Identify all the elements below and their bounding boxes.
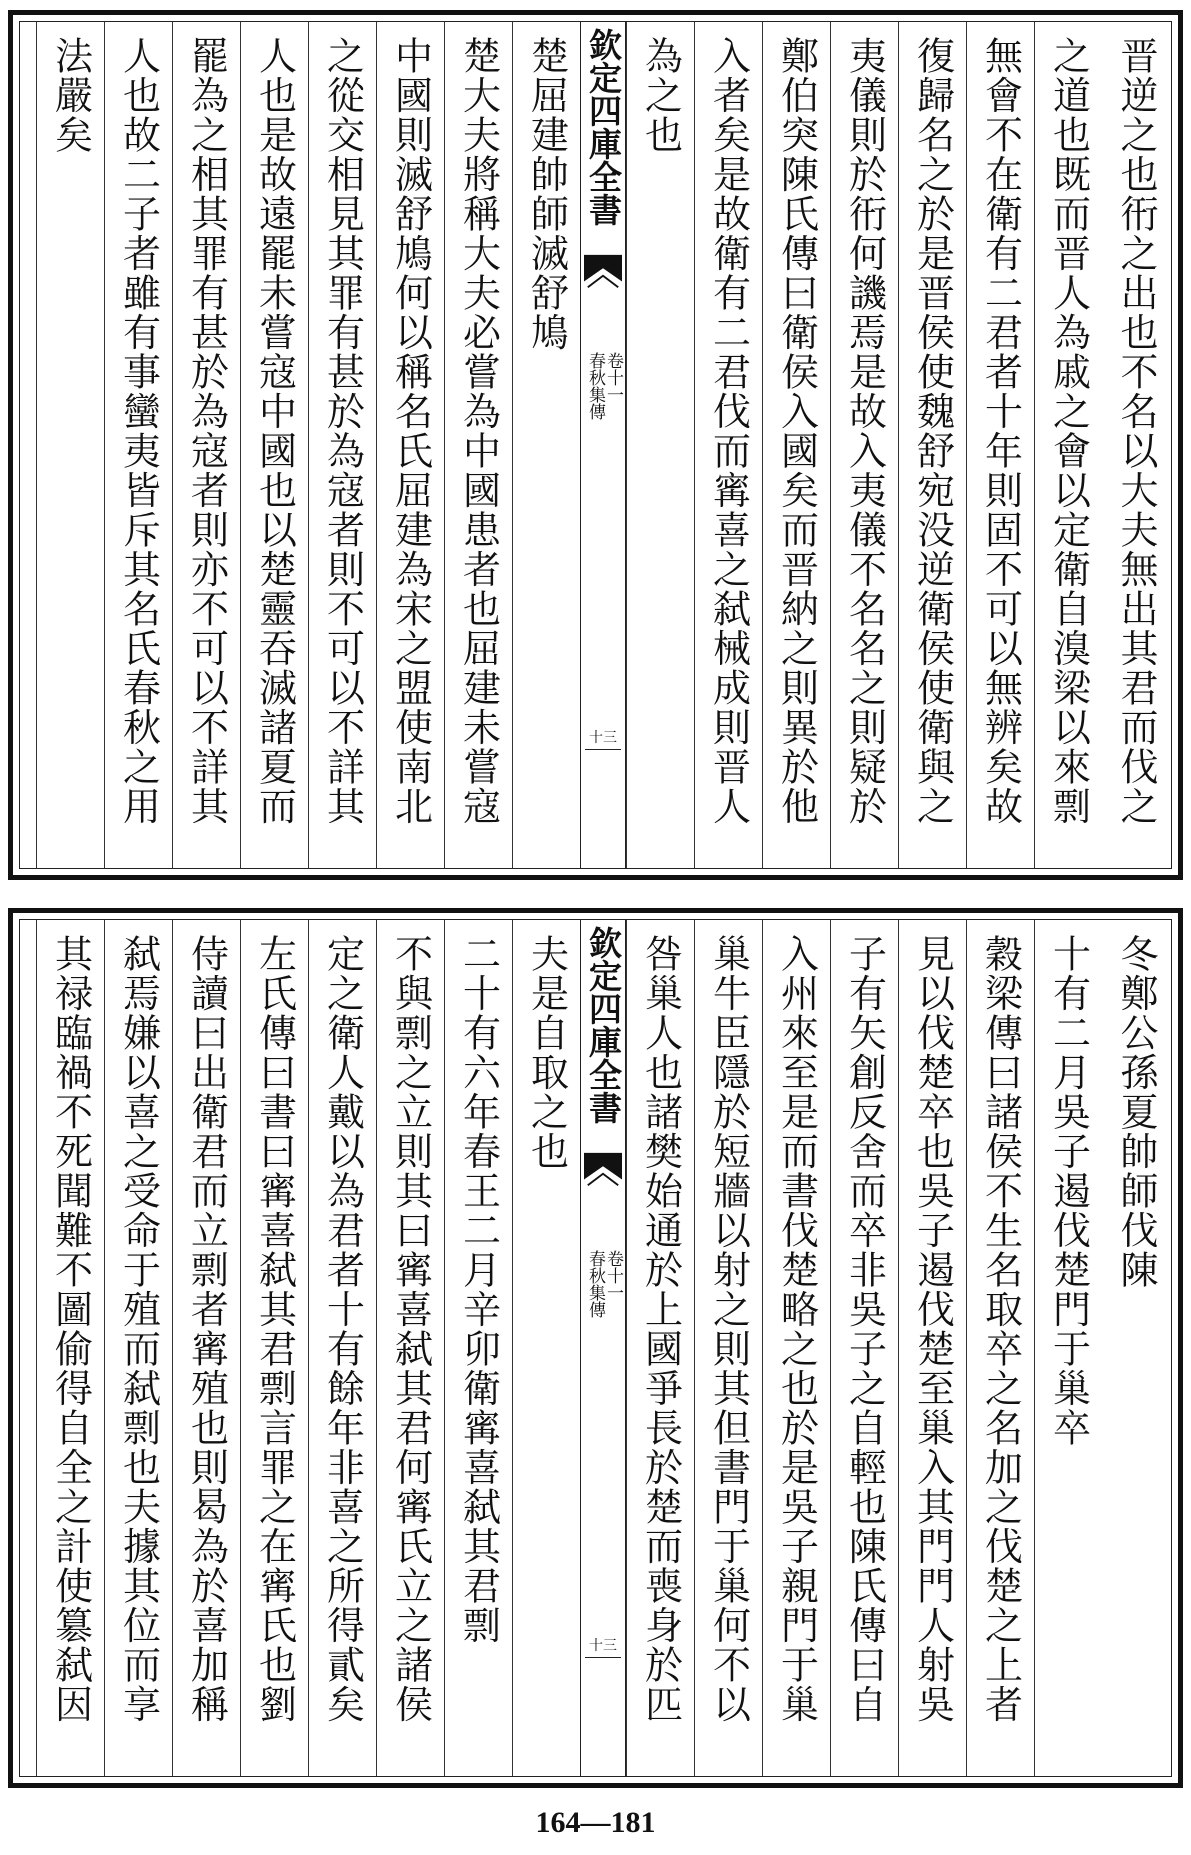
- text-column: [966, 22, 1034, 868]
- text-column: [240, 22, 308, 868]
- text-column: [308, 920, 376, 1776]
- column-text: 侍讀曰出衛君而立剽者寗殖也則曷為於喜加稱: [184, 934, 229, 1724]
- text-column: [308, 22, 376, 868]
- column-text: 人也故二子者雖有事蠻夷皆斥其名氏春秋之用: [116, 36, 161, 826]
- text-column: [830, 920, 898, 1776]
- column-text: 十有二月吳子遏伐楚門于巢卒: [1046, 934, 1091, 1448]
- column-text: 左氏傳曰書曰寗喜弑其君剽言罪之在寗氏也劉: [252, 934, 297, 1724]
- column-text: 入州來至是而書伐楚略之也於是吳子親門于巢: [774, 934, 819, 1724]
- text-column: [36, 920, 104, 1776]
- column-text: 人也是故遠罷未嘗寇中國也以楚靈吞滅諸夏而: [252, 36, 297, 826]
- spine-page-number: 十三: [589, 730, 617, 746]
- text-column: [694, 22, 762, 868]
- spine-volume: 卷十一: [603, 352, 623, 403]
- column-text: 之道也既而晋人為戚之會以定衛自溴梁以來剽: [1046, 36, 1091, 826]
- top-page-frame: [19, 21, 1172, 869]
- column-text: 鄭伯突陳氏傳曰衛侯入國矣而晋納之則異於他: [774, 36, 819, 826]
- column-text: 冬鄭公孫夏帥師伐陳: [1114, 934, 1158, 1290]
- column-text: 定之衛人戴以為君者十有餘年非喜之所得貳矣: [320, 934, 365, 1724]
- text-column: [966, 920, 1034, 1776]
- column-text: 楚大夫將稱大夫必嘗為中國患者也屈建未嘗寇: [456, 36, 501, 826]
- column-text: 巢牛臣隱於短牆以射之則其但書門于巢何不以: [706, 934, 751, 1724]
- column-text: 為之也: [638, 36, 683, 155]
- column-text: 見以伐楚卒也吳子遏伐楚至巢入其門門人射吳: [910, 934, 955, 1724]
- column-text: 入者矣是故衛有二君伐而寗喜之弑械成則晋人: [706, 36, 751, 826]
- text-column: [104, 22, 172, 868]
- text-column: [762, 22, 830, 868]
- text-column: [512, 22, 580, 868]
- column-text: 罷為之相其罪有甚於為寇者則亦不可以不詳其: [184, 36, 229, 826]
- text-column: [1034, 22, 1102, 868]
- text-column: [1034, 920, 1102, 1776]
- fishtail-mark-icon: [584, 254, 622, 290]
- column-text: 不與剽之立則其曰寗喜弑其君何寗氏立之諸侯: [388, 934, 433, 1724]
- text-column: [694, 920, 762, 1776]
- text-column: [898, 22, 966, 868]
- column-text: 楚屈建帥師滅舒鳩: [524, 36, 569, 352]
- text-column: [376, 920, 444, 1776]
- spine-book-title: 春秋集傳: [585, 1250, 605, 1318]
- column-text: 穀梁傳曰諸侯不生名取卒之名加之伐楚之上者: [978, 934, 1023, 1724]
- column-text: 其禄臨禍不死聞難不圖偷得自全之計使簒弑因: [48, 934, 93, 1724]
- spine-title: 欽定四庫全書: [584, 28, 623, 226]
- text-column: [172, 22, 240, 868]
- text-column: [626, 920, 694, 1776]
- text-column: [104, 920, 172, 1776]
- text-column: [240, 920, 308, 1776]
- column-text: 無會不在衛有二君者十年則固不可以無辨矣故: [978, 36, 1023, 826]
- column-text: 法嚴矣: [48, 36, 93, 155]
- column-text: 二十有六年春王二月辛卯衛寗喜弑其君剽: [456, 934, 501, 1645]
- text-column: [898, 920, 966, 1776]
- column-text: 咎巢人也諸樊始通於上國爭長於楚而喪身於匹: [638, 934, 683, 1724]
- book-spine: [580, 22, 626, 868]
- bottom-page: [8, 908, 1183, 1788]
- text-column: [444, 22, 512, 868]
- column-text: 子有矢創反舍而卒非吳子之自輕也陳氏傳曰自: [842, 934, 887, 1724]
- page-number-footer: 164—181: [535, 1806, 656, 1839]
- spine-rule: [585, 1657, 621, 1658]
- text-column: [1102, 22, 1170, 868]
- text-column: [762, 920, 830, 1776]
- text-column: [444, 920, 512, 1776]
- spine-book-title: 春秋集傳: [585, 352, 605, 420]
- text-column: [830, 22, 898, 868]
- spine-page-number: 十三: [589, 1638, 617, 1654]
- column-text: 之從交相見其罪有甚於為寇者則不可以不詳其: [320, 36, 365, 826]
- column-text: 夫是自取之也: [524, 934, 569, 1171]
- bottom-page-frame: [19, 919, 1172, 1777]
- book-spine: [580, 920, 626, 1776]
- spine-volume: 卷十一: [603, 1250, 623, 1301]
- column-text: 弑焉嫌以喜之受命于殖而弑剽也夫據其位而享: [116, 934, 161, 1724]
- fishtail-mark-icon: [584, 1152, 622, 1188]
- spine-title: 欽定四庫全書: [584, 926, 623, 1124]
- text-column: [376, 22, 444, 868]
- top-page: [8, 10, 1183, 880]
- column-text: 晋逆之也衎之出也不名以大夫無出其君而伐之: [1114, 36, 1158, 826]
- spine-rule: [585, 749, 621, 750]
- text-column: [1102, 920, 1170, 1776]
- text-column: [512, 920, 580, 1776]
- column-text: 復歸名之於是晋侯使魏舒宛没逆衛侯使衛與之: [910, 36, 955, 826]
- text-column: [626, 22, 694, 868]
- column-text: 中國則滅舒鳩何以稱名氏屈建為宋之盟使南北: [388, 36, 433, 826]
- text-column: [36, 22, 104, 868]
- text-column: [172, 920, 240, 1776]
- column-text: 夷儀則於衎何譏焉是故入夷儀不名名之則疑於: [842, 36, 887, 826]
